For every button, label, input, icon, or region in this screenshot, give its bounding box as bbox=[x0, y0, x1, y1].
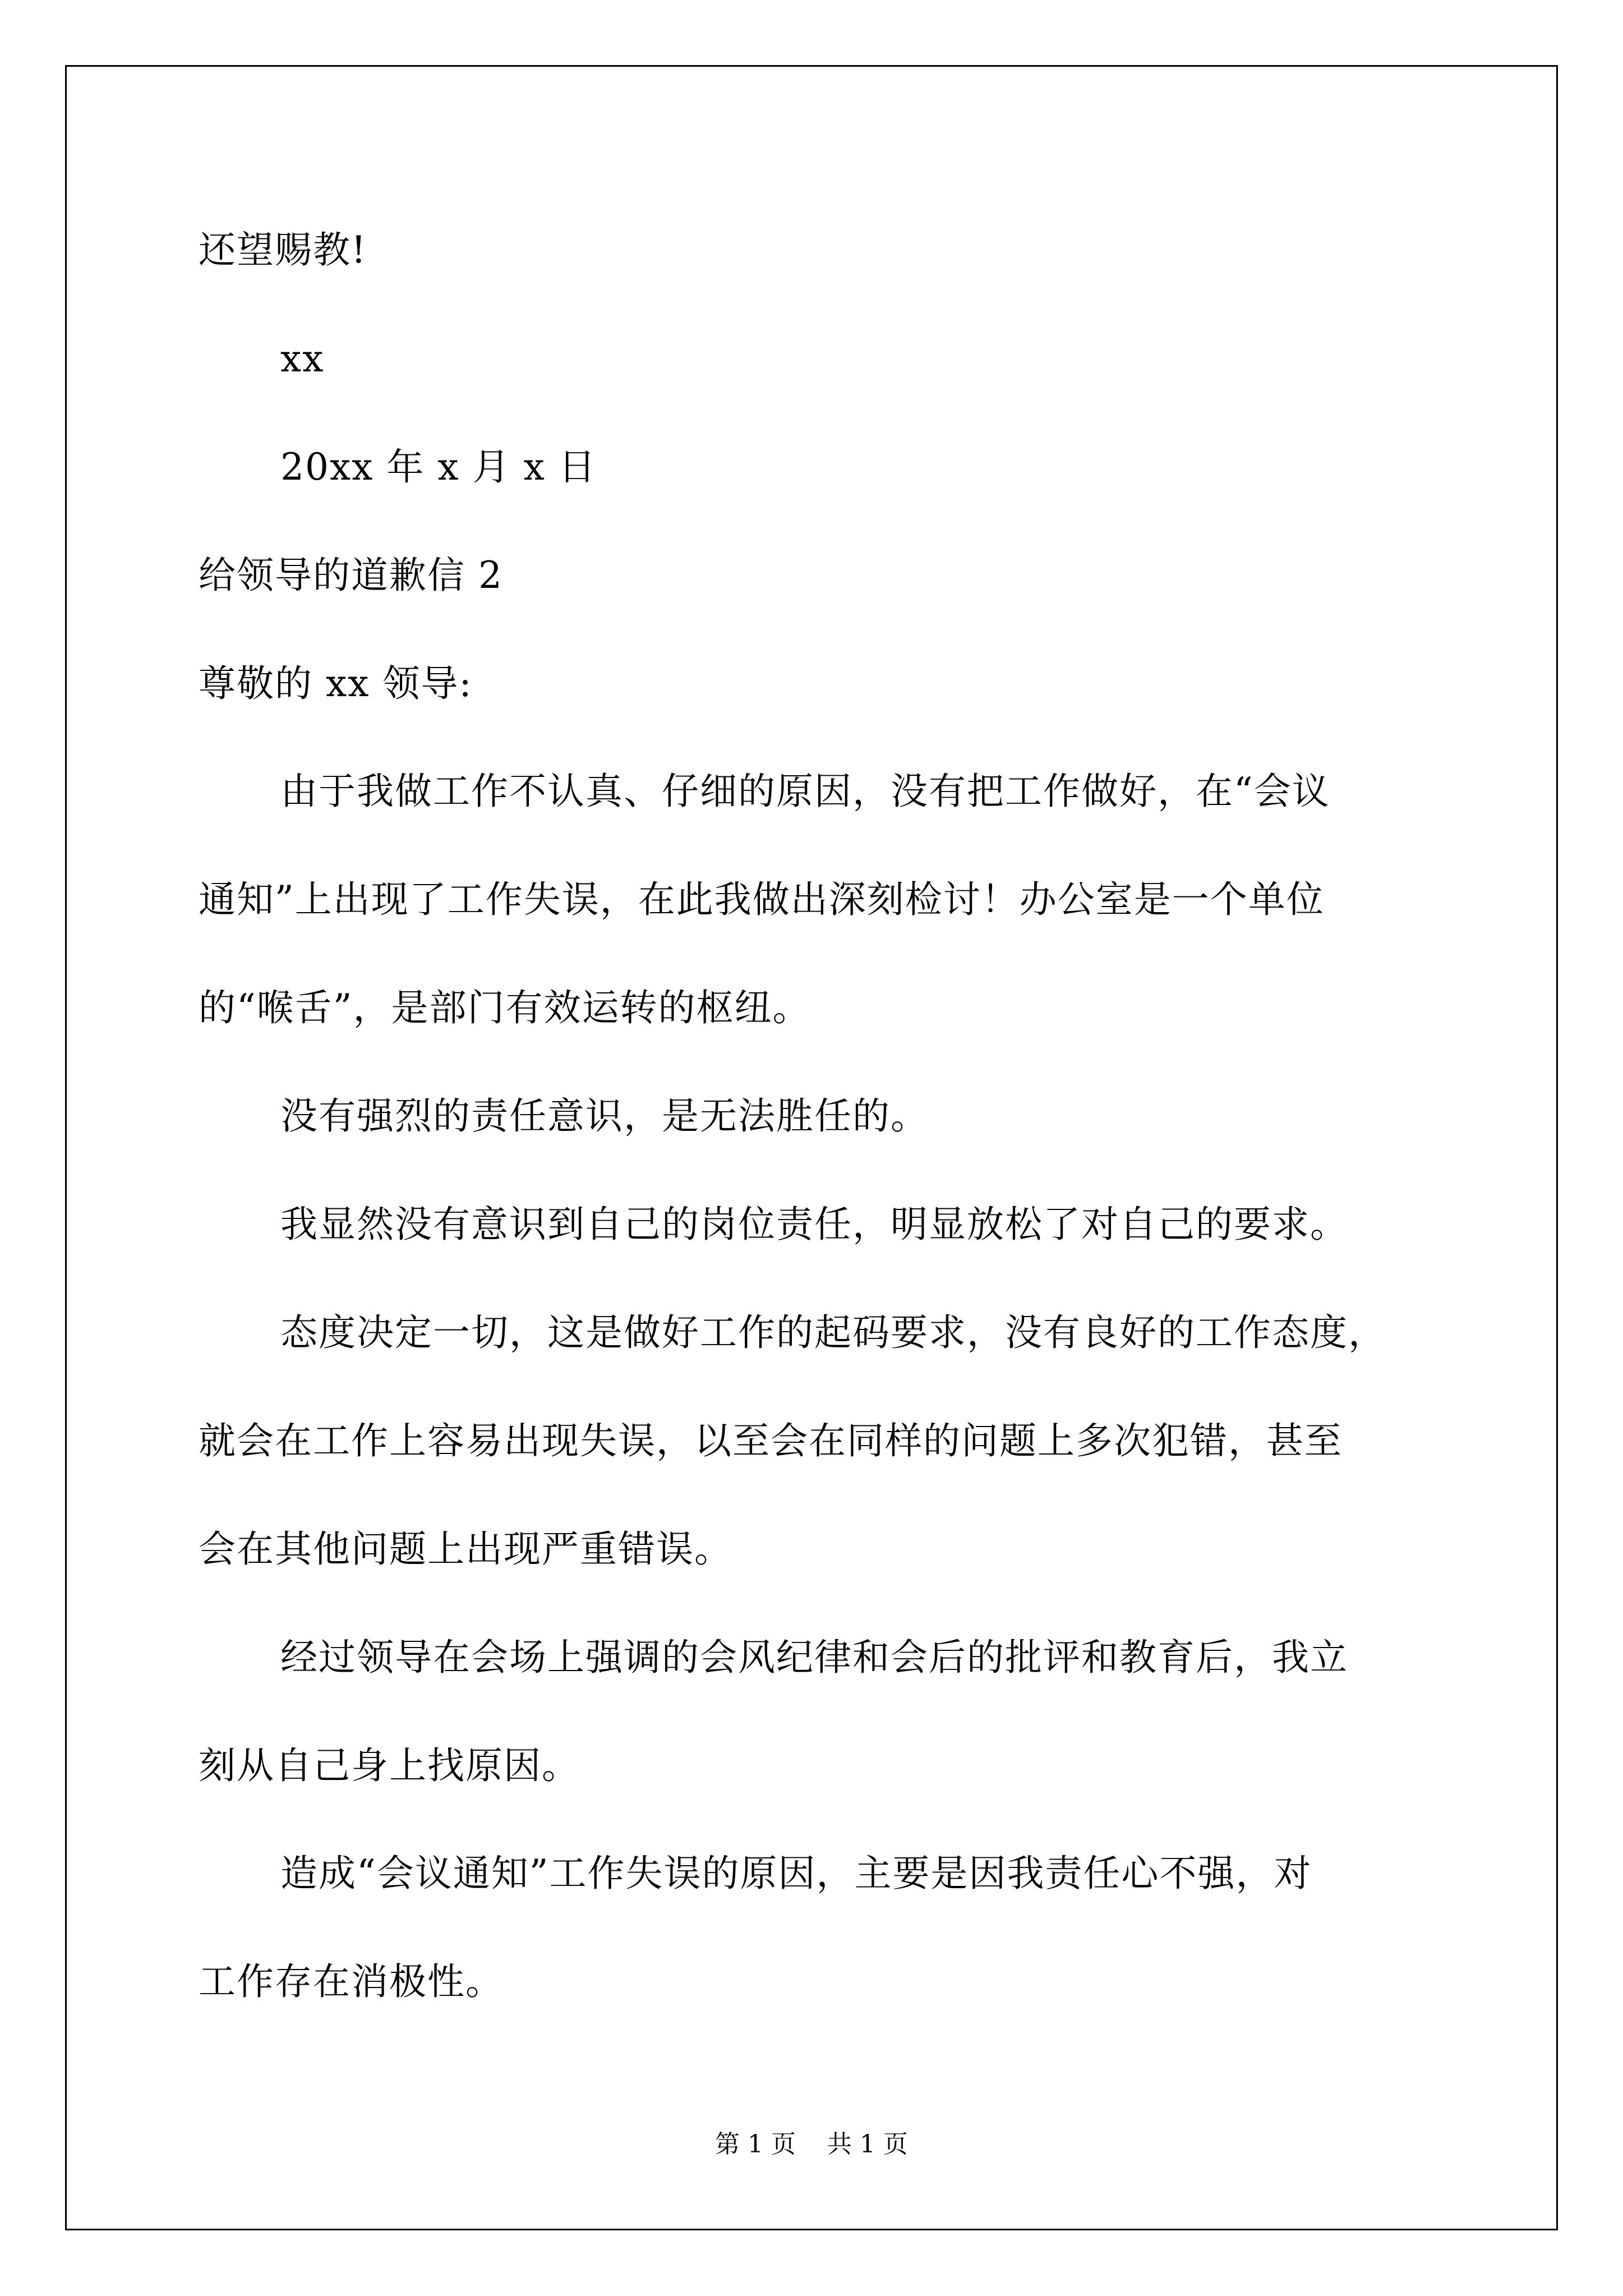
paragraph-line: 工作存在消极性。 bbox=[199, 1960, 504, 2003]
paragraph-line: 没有强烈的责任意识，是无法胜任的。 bbox=[280, 1094, 929, 1138]
closing-phrase: 还望赐教! bbox=[199, 228, 367, 272]
paragraph-line: 会在其他问题上出现严重错误。 bbox=[199, 1527, 732, 1571]
signature-name: xx bbox=[280, 337, 325, 380]
paragraph-line: 刻从自己身上找原因。 bbox=[199, 1744, 580, 1787]
page-border bbox=[65, 65, 1558, 2230]
paragraph-line: 经过领导在会场上强调的会风纪律和会后的批评和教育后，我立 bbox=[280, 1636, 1348, 1679]
salutation: 尊敬的 xx 领导: bbox=[199, 662, 473, 705]
paragraph-line: 通知”上出现了工作失误，在此我做出深刻检讨！办公室是一个单位 bbox=[199, 878, 1325, 921]
paragraph-line: 态度决定一切，这是做好工作的起码要求，没有良好的工作态度， bbox=[280, 1311, 1386, 1354]
paragraph-line: 的“喉舌”，是部门有效运转的枢纽。 bbox=[199, 986, 811, 1029]
paragraph-line: 我显然没有意识到自己的岗位责任，明显放松了对自己的要求。 bbox=[280, 1203, 1348, 1246]
signature-date: 20xx 年 x 月 x 日 bbox=[280, 445, 597, 489]
paragraph-line: 由于我做工作不认真、仔细的原因，没有把工作做好，在“会议 bbox=[280, 770, 1330, 813]
letter-title: 给领导的道歉信 2 bbox=[199, 554, 503, 597]
paragraph-line: 就会在工作上容易出现失误，以至会在同样的问题上多次犯错，甚至 bbox=[199, 1419, 1343, 1462]
page-footer: 第 1 页 共 1 页 bbox=[715, 2130, 908, 2159]
paragraph-line: 造成“会议通知”工作失误的原因，主要是因我责任心不强，对 bbox=[280, 1852, 1312, 1895]
